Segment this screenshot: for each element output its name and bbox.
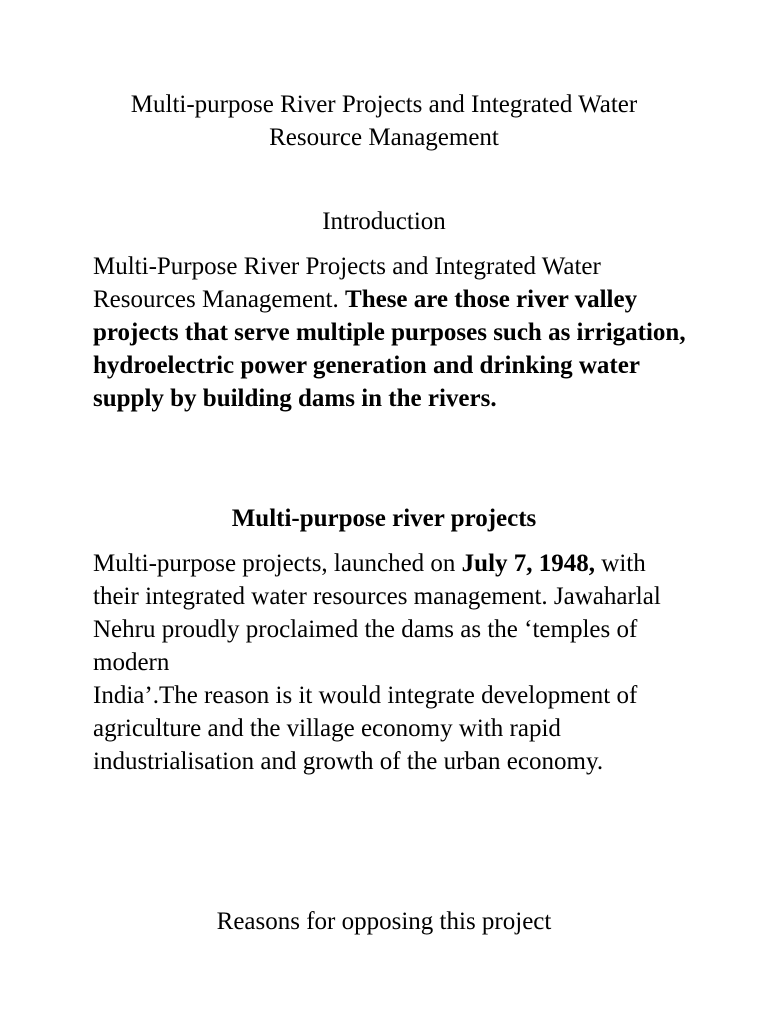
document-title xyxy=(60,88,708,154)
section-text-start: Multi-purpose projects, launched on xyxy=(93,550,462,577)
introduction-text: Multi-Purpose River Projects and Integrated Water Resources Management. xyxy=(93,253,601,313)
section-text-end: India’.The reason is it would integrate development of agriculture and the village economy with rapid industrialisation and growth of the urban economy. xyxy=(93,682,638,775)
introduction-heading: Introduction xyxy=(322,208,446,235)
section-heading: Multi-purpose river projects xyxy=(231,505,537,532)
introduction-bold-text: These are those river valley projects that serve multiple purposes such as irrigation, hydroelectric power generation and drinking water supply by building dams in the rivers. xyxy=(93,286,686,412)
title-line-1: Multi-purpose River Projects and Integrated Water xyxy=(130,91,638,118)
section-paragraph xyxy=(93,547,693,778)
launch-date: July 7, 1948, xyxy=(461,550,596,577)
title-line-2: Resource Management xyxy=(269,124,499,151)
opposition-heading: Reasons for opposing this project xyxy=(216,908,552,935)
introduction-paragraph xyxy=(93,250,693,415)
section-text-middle: with their integrated water resources management. Jawaharlal Nehru proudly proclaimed the dams as the ‘temples of modern xyxy=(93,550,661,676)
